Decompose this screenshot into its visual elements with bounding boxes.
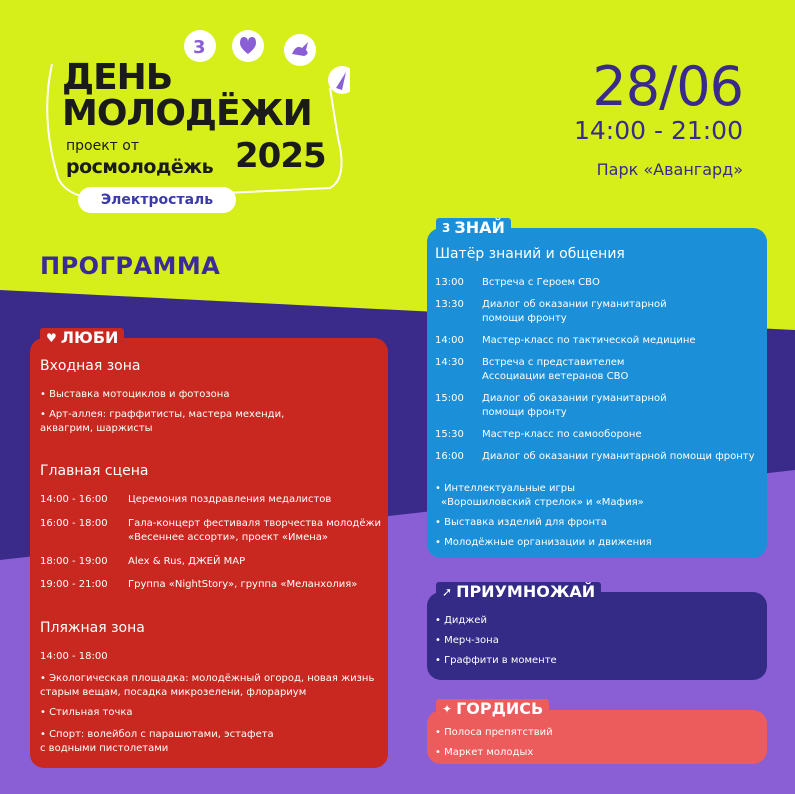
beach-zone-title: Пляжная зона xyxy=(40,620,145,636)
schedule-text: Мастер-класс по самообороне xyxy=(482,429,642,440)
schedule-time: 13:00 xyxy=(435,277,464,288)
card-znai xyxy=(427,228,767,558)
schedule-time: 19:00 - 21:00 xyxy=(40,579,108,590)
entrance-zone-title: Входная зона xyxy=(40,358,141,374)
arrow-icon: ➚ xyxy=(442,585,453,599)
list-item: • Спорт: волейбол с парашютами, эстафета xyxy=(40,729,274,740)
schedule-time: 14:00 - 18:00 xyxy=(40,651,108,662)
program-title: ПРОГРАММА xyxy=(40,252,221,280)
tag-znai-label: ЗНАЙ xyxy=(454,218,505,237)
schedule-text: Группа «NightStory», группа «Меланхолия» xyxy=(128,579,358,590)
schedule-time: 16:00 xyxy=(435,451,464,462)
event-time: 14:00 - 21:00 xyxy=(573,116,743,145)
list-item: аквагрим, шаржисты xyxy=(40,423,153,434)
schedule-time: 14:00 xyxy=(435,335,464,346)
schedule-text: Ассоциации ветеранов СВО xyxy=(482,371,629,382)
list-item: с водными пистолетами xyxy=(40,743,169,754)
logo-title-line2: МОЛОДЁЖИ xyxy=(62,93,312,134)
schedule-text: Диалог об оказании гуманитарной xyxy=(482,299,667,310)
schedule-text: помощи фронту xyxy=(482,407,567,418)
tag-gordis-label: ГОРДИСЬ xyxy=(456,699,544,718)
logo-brand: росмолодёжь xyxy=(66,156,214,178)
schedule-time: 18:00 - 19:00 xyxy=(40,556,108,567)
list-item: • Диджей xyxy=(435,615,487,626)
tag-znai xyxy=(436,218,511,238)
logo-year: 2025 xyxy=(235,136,326,176)
list-item: • Полоса препятствий xyxy=(435,727,553,738)
logo-title xyxy=(62,57,312,134)
schedule-time: 16:00 - 18:00 xyxy=(40,518,108,529)
card-lubi xyxy=(30,338,388,768)
main-stage-title: Главная сцена xyxy=(40,463,149,479)
event-place: Парк «Авангард» xyxy=(596,160,743,179)
list-item: • Выставка мотоциклов и фотозона xyxy=(40,389,230,400)
list-item: старым вещам, посадка микрозелени, флорариум xyxy=(40,687,307,698)
schedule-text: Диалог об оказании гуманитарной xyxy=(482,393,667,404)
tag-lubi-label: ЛЮБИ xyxy=(60,328,119,347)
schedule-time: 15:00 xyxy=(435,393,464,404)
list-item: • Стильная точка xyxy=(40,707,133,718)
schedule-text: Встреча с Героем СВО xyxy=(482,277,600,288)
schedule-text: помощи фронту xyxy=(482,313,567,324)
list-item: «Ворошиловский стрелок» и «Мафия» xyxy=(441,497,644,508)
schedule-text: «Весеннее ассорти», проект «Имена» xyxy=(128,532,329,543)
schedule-text: Диалог об оказании гуманитарной помощи фронту xyxy=(482,451,755,462)
list-item: • Мерч-зона xyxy=(435,635,499,646)
schedule-text: Alex & Rus, ДЖЕЙ МАР xyxy=(128,556,246,567)
list-item: • Маркет молодых xyxy=(435,747,534,758)
logo-title-line1: ДЕНЬ xyxy=(62,57,173,98)
schedule-text: Гала-концерт фестиваля творчества молодёжи xyxy=(128,518,382,529)
schedule-time: 15:30 xyxy=(435,429,464,440)
schedule-text: Церемония поздравления медалистов xyxy=(128,494,332,505)
list-item: • Выставка изделий для фронта xyxy=(435,517,607,528)
event-logo xyxy=(30,28,350,218)
svg-text:3: 3 xyxy=(193,37,206,58)
list-item: • Молодёжные организации и движения xyxy=(435,537,652,548)
card-priumnozhai xyxy=(427,592,767,680)
tag-lubi xyxy=(40,328,124,348)
logo-project-label: проект от xyxy=(66,138,140,154)
list-item: • Экологическая площадка: молодёжный огород, новая жизнь xyxy=(40,673,375,684)
list-item: • Интеллектуальные игры xyxy=(435,483,575,494)
schedule-text: Мастер-класс по тактической медицине xyxy=(482,335,696,346)
event-date: 28/06 xyxy=(592,55,743,118)
three-icon: 3 xyxy=(442,221,451,235)
tag-gordis xyxy=(436,699,549,719)
schedule-time: 14:00 - 16:00 xyxy=(40,494,108,505)
knowledge-tent-title: Шатёр знаний и общения xyxy=(435,246,625,262)
schedule-time: 14:30 xyxy=(435,357,464,368)
list-item: • Граффити в моменте xyxy=(435,655,557,666)
list-item: • Арт-аллея: граффитисты, мастера мехенди, xyxy=(40,409,285,420)
tag-priumnozhai-label: ПРИУМНОЖАЙ xyxy=(456,582,596,601)
schedule-time: 13:30 xyxy=(435,299,464,310)
heart-icon: ♥ xyxy=(46,331,57,345)
schedule-text: Встреча с представителем xyxy=(482,357,625,368)
city-badge: Электросталь xyxy=(78,187,236,213)
tag-priumnozhai xyxy=(436,582,601,602)
rabbit-icon: ✦ xyxy=(442,702,453,716)
